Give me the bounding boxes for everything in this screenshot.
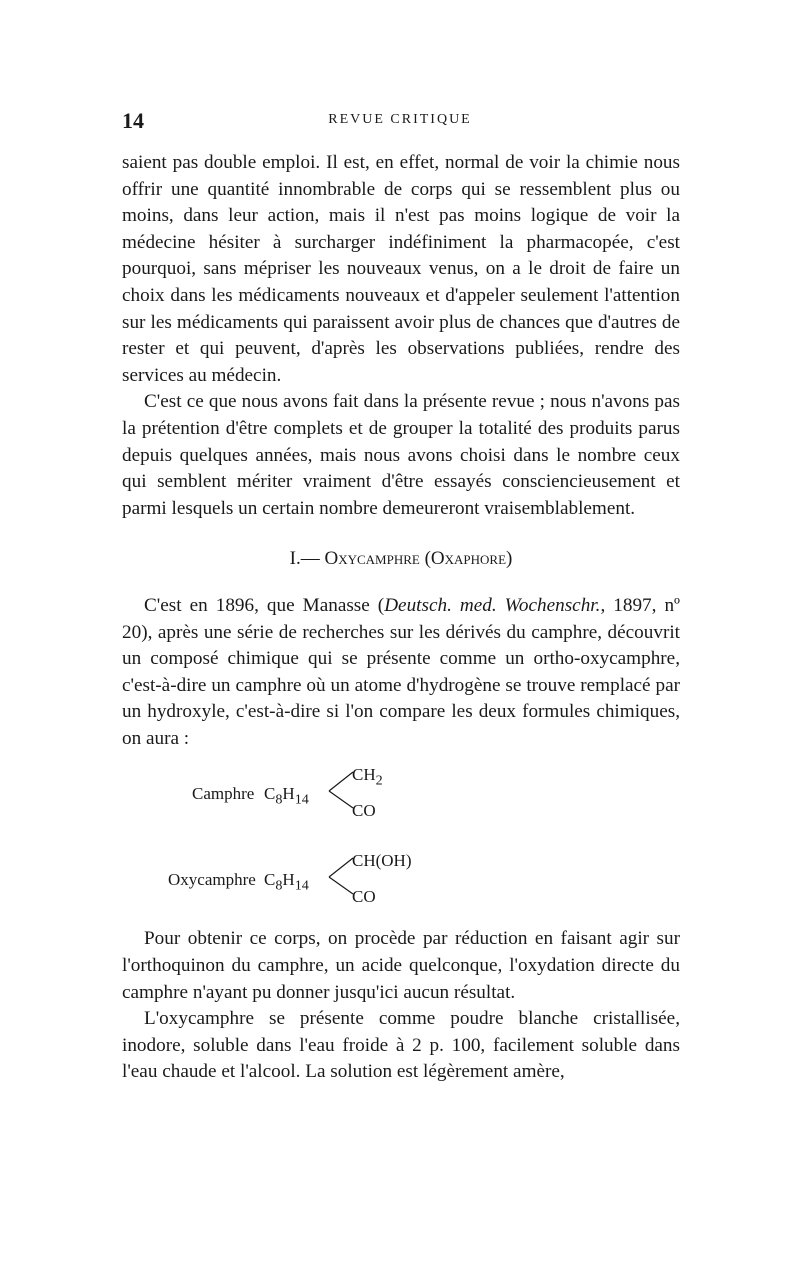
body-text bbox=[122, 150, 680, 1086]
formula-camphre-top-sub: 2 bbox=[375, 772, 383, 789]
running-head: REVUE CRITIQUE bbox=[328, 112, 472, 127]
formula-camphre-c-sub: 8 bbox=[275, 791, 283, 808]
formula-camphre-top bbox=[352, 762, 383, 794]
formula-oxycamphre-bottom: CO bbox=[352, 887, 376, 907]
section-title: I.— Oxycamphre (Oxaphore) bbox=[289, 548, 513, 570]
formula-camphre-base bbox=[264, 781, 309, 813]
paragraph-1: saient pas double emploi. Il est, en effet, normal de voir la chimie nous offrir une quantité innombrable de corps qui se ressemblent plus ou moins, dans leur action, mais il n'est pas moins logique de voir la médecine hésiter à surcharger indéfiniment la pharmacopée, c'est pourquoi, sans mépriser les nouveaux venus, on a le droit de faire un choix dans les médicaments nouveaux et d'appeler seulement l'attention sur les médicaments qui paraissent avoir plus de chances que d'autres de rester et qui peuvent, d'après les observations publiées, rendre des services au médecin. bbox=[122, 152, 680, 386]
formula-camphre-name: Camphre bbox=[192, 784, 255, 804]
formula-camphre-h-sub: 14 bbox=[294, 791, 309, 808]
formula-oxycamphre-c: C bbox=[264, 870, 276, 890]
paragraph-3-part-b: , 1897, nº 20), après une série de recherches sur les dérivés du camphre, découvrit un composé chimique qui se présente comme un ortho-oxycamphre, c'est-à-dire un camphre où un atome d'hydrogène se trouve remplacé par un hydroxyle, c'est-à-dire si l'on compare les deux formules chimiques, on aura : bbox=[122, 594, 680, 749]
reference-citation: Deutsch. med. Wochenschr. bbox=[384, 594, 601, 616]
formula-camphre bbox=[122, 762, 680, 820]
formula-oxycamphre-base bbox=[264, 867, 309, 899]
formula-camphre-top-main: CH bbox=[352, 765, 376, 785]
formula-oxycamphre-h: H bbox=[282, 870, 295, 890]
formula-oxycamphre-name: Oxycamphre bbox=[168, 870, 256, 890]
formula-camphre-h: H bbox=[282, 784, 295, 804]
formula-oxycamphre-top: CH(OH) bbox=[352, 851, 412, 871]
formula-oxycamphre-c-sub: 8 bbox=[275, 877, 283, 894]
paragraph-2: C'est ce que nous avons fait dans la présente revue ; nous n'avons pas la prétention d'être complets et de grouper la totalité des produits parus depuis quelques années, mais nous avons choisi dans le nombre ceux qui semblent mériter vraiment d'être essayés consciencieusement et parmi lesquels un certain nombre demeureront vraisemblablement. bbox=[122, 391, 680, 519]
formula-camphre-bottom: CO bbox=[352, 801, 376, 821]
formula-oxycamphre-h-sub: 14 bbox=[294, 877, 309, 894]
formula-camphre-c: C bbox=[264, 784, 276, 804]
paragraph-3 bbox=[122, 593, 680, 753]
formula-oxycamphre bbox=[122, 848, 680, 906]
paragraph-4: Pour obtenir ce corps, on procède par réduction en faisant agir sur l'orthoquinon du camphre, un acide quelconque, l'oxydation directe du camphre n'ayant pu donner jusqu'ici aucun résultat. bbox=[122, 928, 680, 1003]
page-number: 14 bbox=[122, 108, 144, 133]
paragraph-3-part-a: C'est en 1896, que Manasse ( bbox=[144, 594, 385, 616]
paragraph-5: L'oxycamphre se présente comme poudre blanche cristallisée, inodore, soluble dans l'eau froide à 2 p. 100, facilement soluble dans l'eau chaude et l'alcool. La solution est légèrement amère, bbox=[122, 1008, 680, 1083]
page-header bbox=[122, 108, 678, 138]
